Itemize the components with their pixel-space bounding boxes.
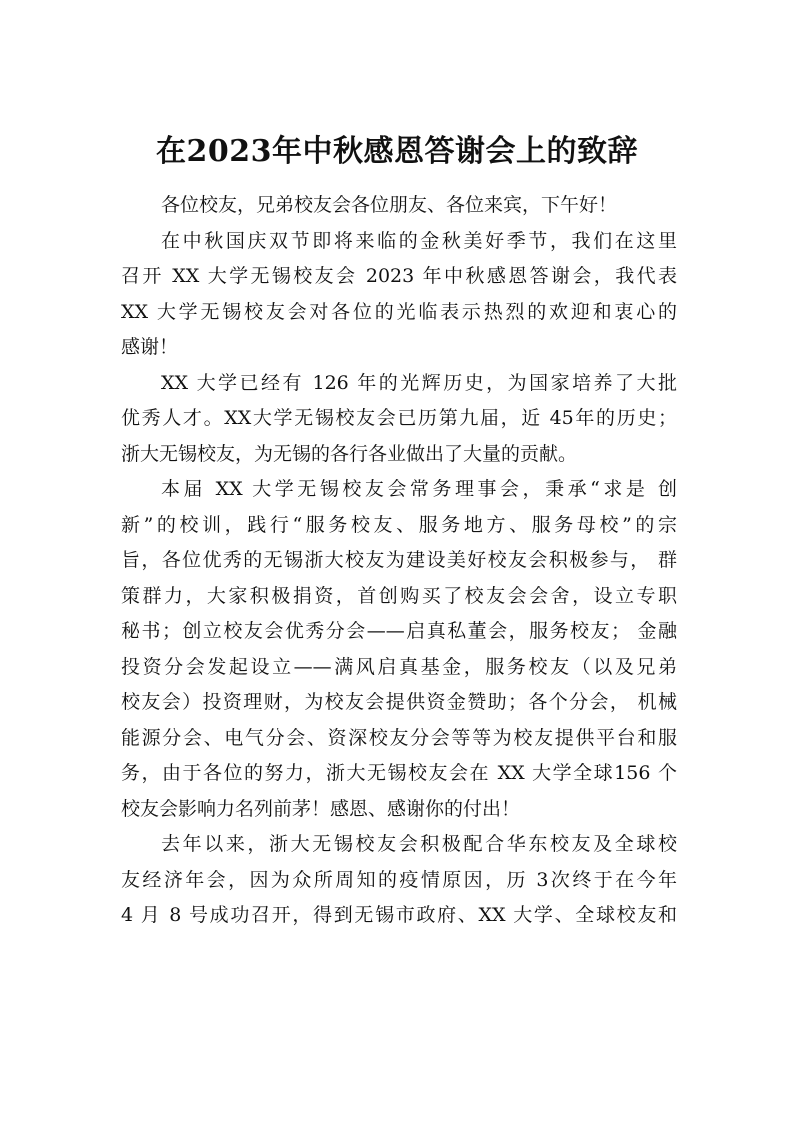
paragraph-line: 策群力，大家积极捐资，首创购买了校友会会舍，设立专职 — [121, 584, 677, 607]
paragraph-line: 浙大无锡校友，为无锡的各行各业做出了大量的贡献。 — [121, 442, 578, 465]
paragraph-line: 校友会影响力名列前茅！感恩、感谢你的付出！ — [121, 797, 521, 820]
paragraph-line: 4 月 8 号成功召开，得到无锡市政府、XX 大学、全球校友和 — [121, 904, 677, 926]
document-title: 在2023年中秋感恩答谢会上的致辞 — [156, 134, 638, 169]
paragraph-line: 在中秋国庆双节即将来临的金秋美好季节，我们在这里 — [161, 229, 677, 252]
paragraph-line: 新”的校训，践行“服务校友、服务地方、服务母校”的宗 — [121, 513, 677, 536]
paragraph-line: 旨，各位优秀的无锡浙大校友为建设美好校友会积极参与， 群 — [121, 549, 677, 571]
paragraph-line: XX 大学无锡校友会对各位的光临表示热烈的欢迎和衷心的 — [121, 300, 677, 323]
document-body — [121, 188, 677, 934]
paragraph-line: 感谢！ — [121, 336, 179, 358]
paragraph-line: 各位校友，兄弟校友会各位朋友、各位来宾，下午好！ — [161, 194, 618, 216]
paragraph-line: 召开 XX 大学无锡校友会 2023 年中秋感恩答谢会，我代表 — [121, 265, 677, 287]
paragraph-line: XX 大学已经有 126 年的光辉历史，为国家培养了大批 — [161, 371, 677, 394]
paragraph-line: 本届 XX 大学无锡校友会常务理事会，秉承“求是 创 — [161, 478, 677, 500]
paragraph-line: 投资分会发起设立——满风启真基金，服务校友（以及兄弟 — [121, 655, 677, 678]
paragraph-line: 校友会）投资理财，为校友会提供资金赞助；各个分会， 机械 — [121, 691, 677, 713]
paragraph-line: 务，由于各位的努力，浙大无锡校友会在 XX 大学全球156 个 — [121, 762, 677, 784]
paragraph-line: 友经济年会，因为众所周知的疫情原因，历 3次终于在今年 — [121, 868, 677, 891]
paragraph-line: 秘书；创立校友会优秀分会——启真私董会，服务校友； 金融 — [121, 620, 677, 642]
paragraph-line: 优秀人才。XX大学无锡校友会已历第九届，近 45年的历史； — [121, 407, 677, 429]
paragraph-line: 去年以来，浙大无锡校友会积极配合华东校友及全球校 — [161, 833, 677, 855]
paragraph-line: 能源分会、电气分会、资深校友分会等等为校友提供平台和服 — [121, 726, 677, 749]
